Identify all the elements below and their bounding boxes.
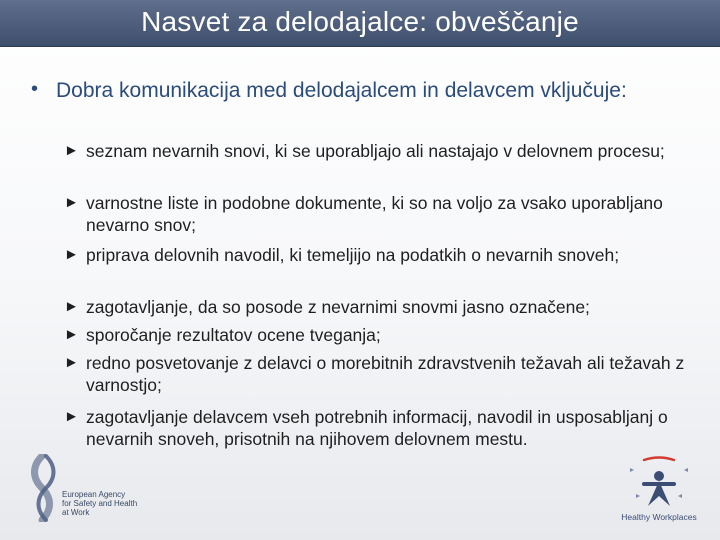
arrow-marker-icon: ► xyxy=(64,354,79,371)
list-item-text: varnostne liste in podobne dokumente, ki so na voljo za vsako uporabljano nevarno snov; xyxy=(86,193,663,235)
eu-osha-logo xyxy=(24,454,144,524)
eu-osha-emblem-icon xyxy=(24,454,64,522)
arrow-marker-icon: ► xyxy=(64,246,79,263)
healthy-workplaces-emblem-icon xyxy=(614,454,704,512)
healthy-workplaces-logo-text: Healthy Workplaces xyxy=(621,512,697,522)
arrow-marker-icon: ► xyxy=(64,408,79,425)
eu-osha-logo-text: European Agency for Safety and Health at Work xyxy=(62,490,138,517)
list-item-text: priprava delovnih navodil, ki temeljijo na podatkih o nevarnih snoveh; xyxy=(86,245,620,265)
main-bullet-marker: • xyxy=(31,78,39,100)
arrow-marker-icon: ► xyxy=(64,142,79,159)
list-item-text: sporočanje rezultatov ocene tveganja; xyxy=(86,325,381,345)
list-item-text: zagotavljanje delavcem vseh potrebnih informacij, navodil in usposabljanj o nevarnih snoveh, prisotnih na njihovem delovnem mestu. xyxy=(86,407,668,449)
arrow-marker-icon: ► xyxy=(64,298,79,315)
healthy-workplaces-logo xyxy=(614,454,704,526)
list-item-text: seznam nevarnih snovi, ki se uporabljajo ali nastajajo v delovnem procesu; xyxy=(86,141,665,161)
main-bullet-text: Dobra komunikacija med delodajalcem in delavcem vključuje: xyxy=(56,79,627,102)
slide-title: Nasvet za delodajalce: obveščanje xyxy=(141,6,579,37)
list-item-text: zagotavljanje, da so posode z nevarnimi snovmi jasno označene; xyxy=(86,297,590,317)
arrow-marker-icon: ► xyxy=(64,194,79,211)
list-item-text: redno posvetovanje z delavci o morebitnih zdravstvenih težavah ali težavah z varnostjo; xyxy=(86,353,685,395)
arrow-marker-icon: ► xyxy=(64,326,79,343)
